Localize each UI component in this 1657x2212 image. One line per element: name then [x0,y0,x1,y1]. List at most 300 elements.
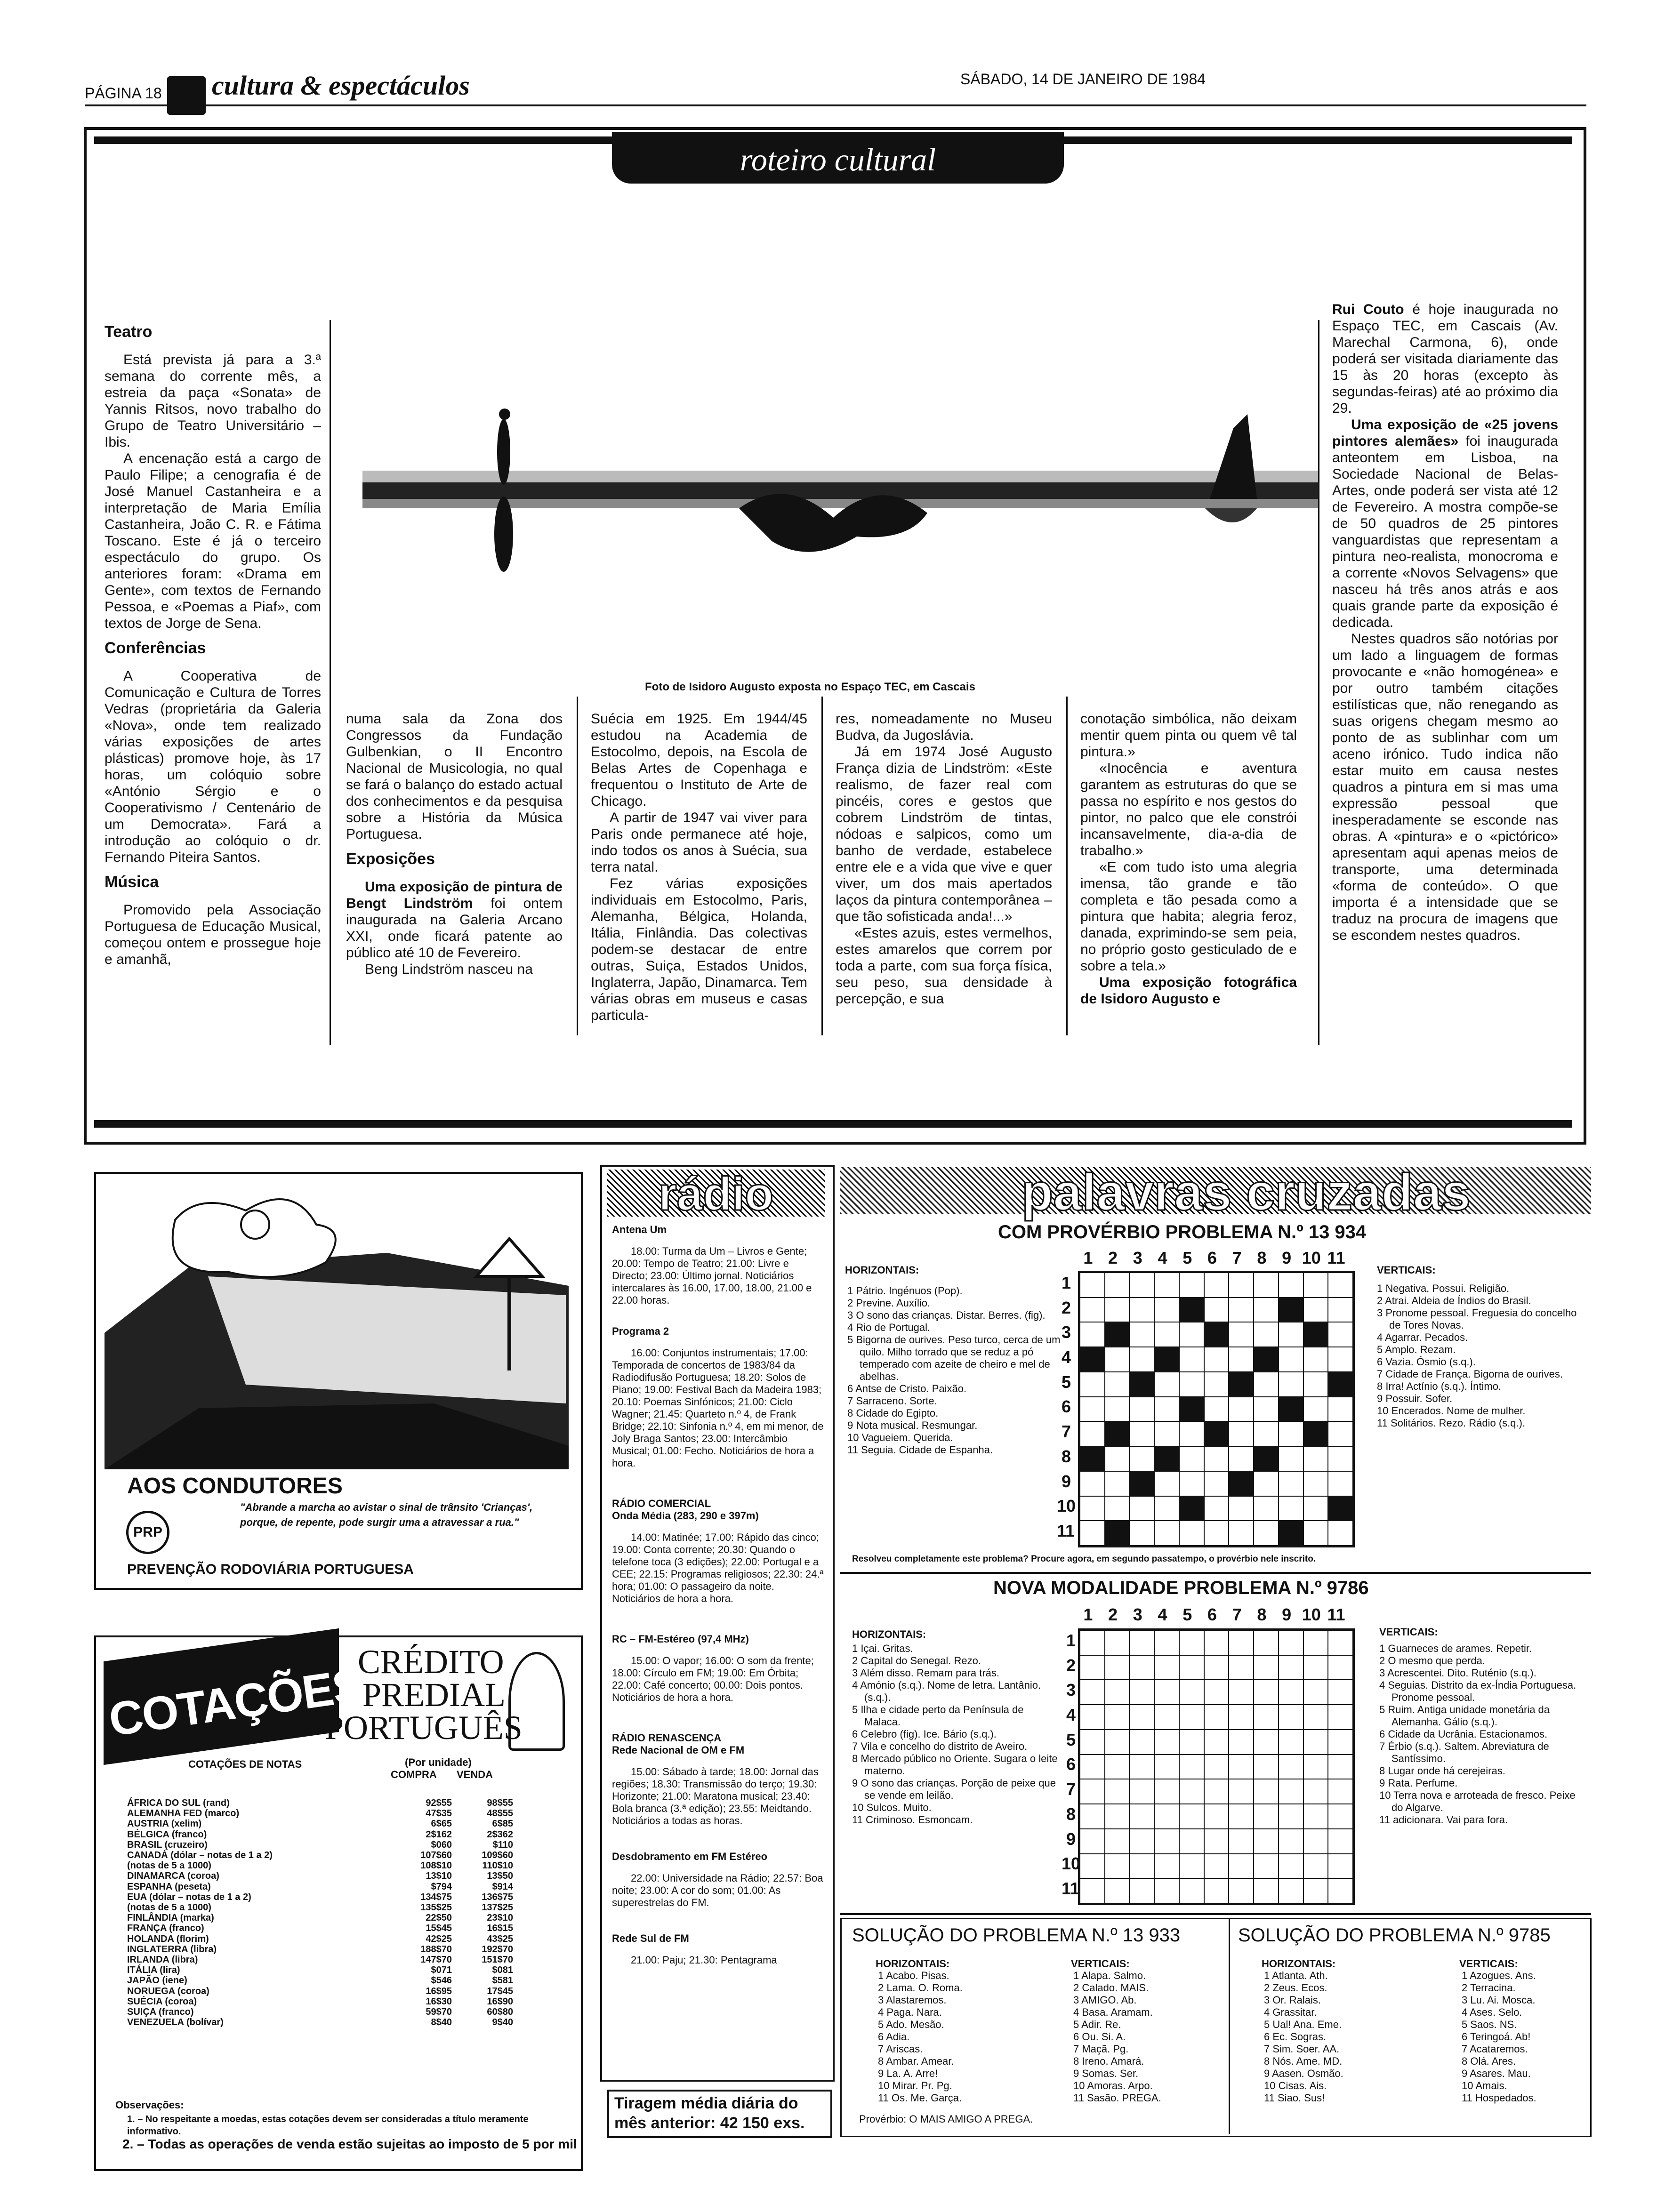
grid-cell[interactable] [1328,1878,1353,1903]
grid-cell[interactable] [1328,1854,1353,1879]
column-number: 5 [1182,1605,1192,1624]
grid-cell[interactable] [1080,1397,1105,1422]
grid-cell[interactable] [1129,1347,1154,1372]
clue-item: 11 adicionara. Vai para fora. [1379,1814,1508,1826]
grid-cell[interactable] [1303,1521,1328,1546]
grid-cell[interactable] [1129,1446,1154,1471]
clue-item: 7 Ariscas. [878,2043,923,2055]
grid-cell[interactable] [1154,1322,1179,1347]
grid-cell[interactable] [1328,1347,1353,1372]
grid-cell[interactable] [1129,1521,1154,1546]
grid-cell[interactable] [1279,1630,1303,1655]
grid-cell[interactable] [1080,1755,1105,1779]
grid-cell[interactable] [1154,1496,1179,1521]
grid-cell[interactable] [1105,1829,1130,1854]
grid-cell[interactable] [1179,1372,1204,1397]
grid-cell[interactable] [1105,1730,1130,1755]
grid-cell[interactable] [1154,1298,1179,1322]
grid-cell[interactable] [1254,1705,1279,1730]
column-number: 6 [1207,1605,1217,1624]
grid-cell[interactable] [1179,1655,1204,1680]
grid-cell[interactable] [1254,1730,1279,1755]
grid-cell[interactable] [1154,1397,1179,1422]
grid-cell[interactable] [1303,1471,1328,1496]
problem-2-grid[interactable] [1078,1628,1355,1905]
grid-cell[interactable] [1279,1496,1303,1521]
grid-cell[interactable] [1328,1779,1353,1804]
rate-row [127,1882,513,1892]
solution-1-title: SOLUÇÃO DO PROBLEMA N.º 13 933 [852,1925,1181,1946]
grid-cell[interactable] [1129,1705,1154,1730]
grid-cell[interactable] [1303,1273,1328,1298]
grid-cell[interactable] [1204,1854,1229,1879]
tiragem-line-2: mês anterior: 42 150 exs. [614,2114,805,2132]
grid-cell [1328,1372,1353,1397]
grid-cell[interactable] [1229,1397,1254,1422]
grid-cell[interactable] [1179,1804,1204,1829]
grid-cell[interactable] [1229,1273,1254,1298]
problem-2-vertical-label: VERTICAIS: [1379,1626,1438,1638]
grid-cell[interactable] [1328,1397,1353,1422]
grid-cell[interactable] [1279,1655,1303,1680]
radio-listings: Antena Um 18.00: Turma da Um – Livros e Gente; 20.00: Tempo de Teatro; 21.00: Livre e Directo; 23.00: Último jornal. Noticiários intercalares às 16.00, 17.00, 18.00, 21.00 e 22.00 horas. Programa 2 16.00: Conjuntos instrumentais; 17.00: Temporada de concertos de 1983/84 da Radiodifusão Portuguesa; 18.20: Solos de Piano; 19.00: Festival Bach da Madeira 1983; 20.10: Poemas Sinfónicos; 21.00: Ciclo Wagner; 21.45: Quarteto n.º 4, de Frank Bridge; 22.10: Sinfonia n.º 4, em mi menor, de Joly Braga Santos; 23.00: Intercâmbio Musical; 01.00: Fecho. Noticiários de hora a hora. RÁDIO COMERCIAL Onda Média (283, 290 e 397m) 14.00: Matinée; 17.00: Rápido das cinco; 19.00: Conta corrente; 20.30: Quando o telefone toca (3 edições); 22.00: Portugal e a CEE; 22.15: Programas religiosos; 22.30: 24.ª hora; 01.00: O passageiro da noite. Noticiários de hora a hora. RC – FM-Estéreo (97,4 MHz) 15.00: O vapor; 16.00: O som da frente; 18.00: Círculo em FM; 19.00: Em Órbita; 22.00: Café concerto; 00.00: Dois pontos. Noticiários de hora a hora. RÁDIO RENASCENÇA Rede Nacional de OM e FM 15.00: Sábado à tarde; 18.00: Jornal das regiões; 18.30: Transmissão do terço; 19.30: Horizonte; 21.00: Maratona musical; 23.40: Bola branca (3.ª edição); 23.55: Meidtando. Noticiários a todas as horas. Desdobramento em FM Estéreo 22.00: Universidade na Rádio; 22.57: Boa noite; 23.00: A cor do som; 01.00: As superestrelas do FM. Rede Sul de FM 21.00: Paju; 21.30: Pentagrama [612,1224,824,1966]
clue-item: 1 Guarneces de arames. Repetir. [1379,1643,1532,1654]
grid-cell[interactable] [1303,1680,1328,1705]
rate-row [127,1913,513,1923]
rate-venda: $914 [492,1881,513,1892]
grid-cell[interactable] [1154,1372,1179,1397]
grid-cell[interactable] [1179,1446,1204,1471]
grid-cell[interactable] [1179,1680,1204,1705]
grid-cell[interactable] [1254,1471,1279,1496]
grid-cell[interactable] [1204,1878,1229,1903]
grid-cell[interactable] [1154,1804,1179,1829]
rate-currency: BÉLGICA (franco) [127,1829,207,1840]
grid-cell[interactable] [1328,1730,1353,1755]
grid-cell[interactable] [1328,1446,1353,1471]
grid-cell[interactable] [1080,1779,1105,1804]
grid-cell[interactable] [1204,1521,1229,1546]
grid-cell[interactable] [1154,1829,1179,1854]
grid-cell[interactable] [1179,1755,1204,1779]
grid-cell[interactable] [1105,1680,1130,1705]
clue-item: 1 Alapa. Salmo. [1073,1970,1146,1981]
grid-cell[interactable] [1254,1273,1279,1298]
grid-cell[interactable] [1279,1829,1303,1854]
rate-venda: $110 [492,1839,513,1850]
rate-venda: 137$25 [482,1902,513,1913]
grid-cell[interactable] [1303,1705,1328,1730]
rate-currency: CANADÁ (dólar – notas de 1 a 2) [127,1850,273,1861]
grid-cell[interactable] [1129,1680,1154,1705]
grid-cell[interactable] [1279,1372,1303,1397]
grid-cell[interactable] [1154,1755,1179,1779]
grid-cell[interactable] [1129,1854,1154,1879]
problem-1-grid[interactable] [1078,1271,1355,1547]
column-number: 2 [1108,1248,1118,1267]
grid-cell[interactable] [1303,1779,1328,1804]
grid-cell[interactable] [1229,1347,1254,1372]
grid-cell[interactable] [1254,1322,1279,1347]
article-paragraph: A encenação está a cargo de Paulo Filipe; a cenografia é de José Manuel Castanheira e a interpretação de Maria Emília Castanheira, João C. R. e Fátima Toscano. Este é já o terceiro espectáculo do grupo. Os anteriores foram: «Drama em Gente», com textos de Fernando Pessoa, e «Poemas a Piaf», com textos de Jorge de Sena. [105,451,321,631]
clue-item: 7 Cidade de França. Bigorna de ourives. [1377,1368,1563,1380]
grid-cell[interactable] [1279,1446,1303,1471]
grid-cell[interactable] [1204,1372,1229,1397]
grid-cell[interactable] [1154,1854,1179,1879]
grid-cell[interactable] [1204,1630,1229,1655]
rate-compra: 108$10 [420,1860,452,1871]
grid-cell[interactable] [1105,1630,1130,1655]
column-4 [836,711,1052,1007]
rate-currency: INGLATERRA (libra) [127,1944,217,1955]
rate-compra: 92$55 [426,1798,452,1808]
grid-cell[interactable] [1254,1878,1279,1903]
grid-cell[interactable] [1154,1273,1179,1298]
grid-cell[interactable] [1229,1730,1254,1755]
grid-cell[interactable] [1229,1446,1254,1471]
column-number: 1 [1083,1605,1093,1624]
grid-cell[interactable] [1179,1322,1204,1347]
grid-cell[interactable] [1154,1878,1179,1903]
grid-cell[interactable] [1154,1779,1179,1804]
grid-cell[interactable] [1229,1804,1254,1829]
grid-cell[interactable] [1179,1471,1204,1496]
grid-cell[interactable] [1204,1496,1229,1521]
clue-item: 9 La. A. Arre! [878,2068,938,2079]
grid-cell[interactable] [1080,1630,1105,1655]
grid-cell[interactable] [1080,1421,1105,1446]
grid-cell[interactable] [1328,1829,1353,1854]
grid-cell[interactable] [1328,1630,1353,1655]
grid-cell[interactable] [1254,1372,1279,1397]
column-number: 11 [1327,1248,1345,1267]
grid-cell[interactable] [1105,1471,1130,1496]
grid-cell [1303,1421,1328,1446]
clue-item: 10 Mirar. Pr. Pg. [878,2080,952,2092]
rate-venda: 192$70 [482,1944,513,1955]
row-number: 2 [1061,1298,1071,1317]
row-number: 2 [1066,1655,1076,1675]
article-paragraph: Rui Couto é hoje inaugurada no Espaço TEC, em Cascais (Av. Marechal Carmona, 6), onde poderá ser visitada diariamente das 15 às 20 horas (excepto às segundas-feiras) até ao próximo dia 29. [1332,302,1559,416]
article-paragraph: «E com tudo isto uma alegria imensa, tão grande e tão completa e tão pesada como a pintura que habita; alegria feroz, danada, exprimindo-se sem peia, no próprio gosto gesticulado de e sobre a tela.» [1080,859,1297,974]
grid-cell[interactable] [1105,1273,1130,1298]
grid-cell[interactable] [1254,1298,1279,1322]
grid-cell [1129,1471,1154,1496]
grid-cell[interactable] [1129,1298,1154,1322]
grid-cell[interactable] [1204,1471,1229,1496]
grid-cell[interactable] [1080,1655,1105,1680]
grid-cell[interactable] [1279,1680,1303,1705]
grid-cell[interactable] [1179,1854,1204,1879]
grid-cell[interactable] [1080,1521,1105,1546]
grid-cell[interactable] [1129,1273,1154,1298]
grid-cell[interactable] [1080,1730,1105,1755]
grid-cell[interactable] [1080,1471,1105,1496]
grid-cell[interactable] [1279,1322,1303,1347]
grid-cell[interactable] [1254,1630,1279,1655]
clue-item: 3 Alastaremos. [878,1994,947,2006]
grid-cell[interactable] [1105,1372,1130,1397]
grid-cell[interactable] [1179,1878,1204,1903]
grid-cell[interactable] [1105,1446,1130,1471]
grid-cell[interactable] [1080,1322,1105,1347]
grid-cell[interactable] [1129,1655,1154,1680]
grid-cell[interactable] [1080,1878,1105,1903]
grid-cell[interactable] [1229,1680,1254,1705]
grid-cell[interactable] [1179,1829,1204,1854]
rate-currency: SUÉCIA (coroa) [127,1996,197,2007]
grid-cell[interactable] [1204,1655,1229,1680]
grid-cell[interactable] [1254,1496,1279,1521]
grid-cell[interactable] [1229,1829,1254,1854]
ad-illustration [105,1182,569,1469]
grid-cell[interactable] [1303,1347,1328,1372]
grid-cell[interactable] [1129,1804,1154,1829]
article-paragraph: A partir de 1947 vai viver para Paris onde permanece até hoje, indo todos os anos à Suécia, sua terra natal. [591,810,807,875]
row-number: 10 [1062,1854,1081,1874]
grid-cell[interactable] [1129,1829,1154,1854]
grid-cell[interactable] [1179,1347,1204,1372]
rate-compra: $794 [431,1881,452,1892]
grid-cell[interactable] [1279,1471,1303,1496]
grid-cell[interactable] [1204,1829,1229,1854]
grid-cell[interactable] [1204,1779,1229,1804]
grid-cell[interactable] [1154,1630,1179,1655]
clue-item: 1 Acabo. Pisas. [878,1970,949,1981]
grid-cell[interactable] [1229,1521,1254,1546]
grid-cell[interactable] [1328,1521,1353,1546]
rate-compra: 6$65 [431,1819,452,1829]
grid-cell[interactable] [1303,1829,1328,1854]
clue-item: 2 Previne. Auxílio. [847,1297,931,1309]
grid-cell[interactable] [1229,1655,1254,1680]
grid-cell[interactable] [1254,1755,1279,1779]
grid-cell[interactable] [1254,1680,1279,1705]
grid-cell[interactable] [1279,1273,1303,1298]
clue-item: 5 Ruim. Antiga unidade monetária da Alemanha. Gálio (s.q.). [1379,1704,1550,1728]
grid-cell[interactable] [1303,1755,1328,1779]
rate-row [127,1955,513,1965]
problem-2-title: NOVA MODALIDADE PROBLEMA N.º 9786 [993,1578,1369,1598]
grid-cell[interactable] [1154,1705,1179,1730]
grid-cell[interactable] [1279,1421,1303,1446]
article-paragraph: Fez várias exposições individuais em Estocolmo, Paris, Alemanha, Bélgica, Holanda, Itália, Finlândia. Das colectivas podem-se destacar de entre outras, Suiça, Estados Unidos, Inglaterra, Japão, Dinamarca. Tem várias obras em museus e casas particula- [591,876,807,1023]
grid-cell[interactable] [1105,1397,1130,1422]
grid-cell[interactable] [1328,1471,1353,1496]
rate-row [127,1986,513,1996]
grid-cell[interactable] [1129,1755,1154,1779]
grid-cell[interactable] [1229,1779,1254,1804]
rate-compra: $071 [431,1965,452,1976]
grid-cell[interactable] [1204,1755,1229,1779]
grid-cell[interactable] [1229,1705,1254,1730]
grid-cell[interactable] [1105,1655,1130,1680]
grid-cell[interactable] [1179,1630,1204,1655]
grid-cell[interactable] [1204,1730,1229,1755]
grid-cell [1080,1446,1105,1471]
grid-cell[interactable] [1303,1630,1328,1655]
grid-cell[interactable] [1129,1496,1154,1521]
grid-cell[interactable] [1105,1298,1130,1322]
grid-cell[interactable] [1303,1854,1328,1879]
grid-cell[interactable] [1229,1496,1254,1521]
grid-cell[interactable] [1179,1421,1204,1446]
grid-cell[interactable] [1204,1705,1229,1730]
grid-cell[interactable] [1179,1521,1204,1546]
rate-row [127,2017,513,2028]
grid-cell[interactable] [1254,1854,1279,1879]
clue-item: 4 Agarrar. Pecados. [1377,1331,1468,1343]
grid-cell[interactable] [1229,1298,1254,1322]
grid-cell[interactable] [1105,1854,1130,1879]
grid-cell[interactable] [1229,1421,1254,1446]
grid-cell[interactable] [1328,1680,1353,1705]
grid-cell[interactable] [1154,1471,1179,1496]
ad-slogan-line-1: "Abrande a marcha ao avistar o sinal de trânsito 'Crianças', [240,1501,533,1513]
grid-cell[interactable] [1279,1705,1303,1730]
grid-cell[interactable] [1154,1680,1179,1705]
grid-cell[interactable] [1303,1446,1328,1471]
grid-cell[interactable] [1254,1521,1279,1546]
grid-cell[interactable] [1328,1273,1353,1298]
grid-cell[interactable] [1303,1372,1328,1397]
grid-cell[interactable] [1154,1730,1179,1755]
grid-cell [1179,1298,1204,1322]
grid-cell[interactable] [1229,1878,1254,1903]
grid-cell[interactable] [1254,1655,1279,1680]
grid-cell[interactable] [1204,1680,1229,1705]
problem-1-title: COM PROVÉRBIO PROBLEMA N.º 13 934 [998,1222,1367,1242]
grid-cell[interactable] [1254,1779,1279,1804]
grid-cell[interactable] [1179,1730,1204,1755]
clue-item: 4 Paga. Nara. [878,2006,942,2018]
clue-item: 8 Ambar. Amear. [878,2055,954,2067]
grid-cell[interactable] [1204,1273,1229,1298]
clue-item: 8 Olá. Ares. [1462,2055,1516,2067]
article-paragraph: Promovido pela Associação Portuguesa de Educação Musical, começou ontem e prossegue hoje e amanhã, [105,902,321,967]
grid-cell[interactable] [1129,1397,1154,1422]
grid-cell[interactable] [1105,1705,1130,1730]
grid-cell[interactable] [1254,1829,1279,1854]
grid-cell[interactable] [1279,1755,1303,1779]
grid-cell[interactable] [1279,1347,1303,1372]
grid-cell[interactable] [1154,1655,1179,1680]
grid-cell[interactable] [1229,1322,1254,1347]
rate-venda: 151$70 [482,1955,513,1965]
grid-cell[interactable] [1204,1347,1229,1372]
grid-cell[interactable] [1129,1730,1154,1755]
grid-cell[interactable] [1129,1322,1154,1347]
column-5 [1080,711,1297,1007]
rate-venda: 109$60 [482,1850,513,1861]
grid-cell[interactable] [1254,1804,1279,1829]
grid-cell[interactable] [1303,1655,1328,1680]
clue-item: 2 Calado. MAIS. [1073,1982,1149,1994]
grid-cell[interactable] [1105,1496,1130,1521]
grid-cell[interactable] [1105,1755,1130,1779]
grid-cell[interactable] [1303,1878,1328,1903]
grid-cell[interactable] [1105,1347,1130,1372]
grid-cell[interactable] [1080,1298,1105,1322]
cotacoes-obs-1: 1. – No respeitante a moedas, estas cotações devem ser consideradas a título meramente informativo. [127,2114,529,2137]
grid-cell [1254,1446,1279,1471]
grid-cell[interactable] [1179,1779,1204,1804]
grid-cell[interactable] [1328,1298,1353,1322]
grid-cell[interactable] [1105,1804,1130,1829]
grid-cell[interactable] [1080,1804,1105,1829]
grid-cell[interactable] [1080,1680,1105,1705]
grid-cell[interactable] [1229,1630,1254,1655]
grid-cell[interactable] [1179,1273,1204,1298]
grid-cell[interactable] [1279,1779,1303,1804]
grid-cell[interactable] [1105,1779,1130,1804]
grid-cell[interactable] [1080,1854,1105,1879]
grid-cell[interactable] [1204,1397,1229,1422]
grid-cell[interactable] [1229,1854,1254,1879]
rate-row [127,1860,513,1871]
grid-cell[interactable] [1129,1779,1154,1804]
grid-cell[interactable] [1129,1421,1154,1446]
grid-cell[interactable] [1328,1322,1353,1347]
grid-cell[interactable] [1303,1804,1328,1829]
grid-cell[interactable] [1328,1655,1353,1680]
grid-cell[interactable] [1154,1421,1179,1446]
grid-cell[interactable] [1328,1421,1353,1446]
grid-cell[interactable] [1254,1421,1279,1446]
grid-cell[interactable] [1080,1372,1105,1397]
grid-cell[interactable] [1204,1804,1229,1829]
rate-currency: (notas de 5 a 1000) [127,1860,211,1871]
problem-1-footer: Resolveu completamente este problema? Procure agora, em segundo passatempo, o provérbio nele inscrito. [852,1554,1316,1564]
grid-cell[interactable] [1303,1397,1328,1422]
solution-2-title: SOLUÇÃO DO PROBLEMA N.º 9785 [1238,1925,1551,1946]
grid-cell[interactable] [1303,1730,1328,1755]
row-number: 7 [1066,1779,1076,1799]
rate-currency: HOLANDA (florim) [127,1933,209,1944]
grid-cell[interactable] [1254,1397,1279,1422]
grid-cell[interactable] [1204,1446,1229,1471]
clue-item: 7 Sarraceno. Sorte. [847,1395,937,1407]
cotacoes-obs-2: 2. – Todas as operações de venda estão sujeitas ao imposto de 5 por mil [122,2137,577,2151]
grid-cell[interactable] [1303,1298,1328,1322]
grid-cell[interactable] [1105,1878,1130,1903]
grid-cell[interactable] [1279,1804,1303,1829]
clue-item: 10 Amoras. Arpo. [1073,2080,1153,2092]
grid-cell[interactable] [1204,1298,1229,1322]
grid-cell[interactable] [1279,1854,1303,1879]
grid-cell[interactable] [1080,1273,1105,1298]
grid-cell[interactable] [1328,1705,1353,1730]
grid-cell[interactable] [1154,1521,1179,1546]
rate-compra: 15$45 [426,1923,452,1934]
grid-cell[interactable] [1129,1630,1154,1655]
column-2 [346,711,563,978]
grid-cell[interactable] [1279,1730,1303,1755]
grid-cell[interactable] [1303,1496,1328,1521]
grid-cell[interactable] [1080,1496,1105,1521]
grid-cell[interactable] [1179,1705,1204,1730]
clue-item: 6 Celebro (fig). Ice. Bário (s.q.). [852,1728,997,1740]
grid-cell[interactable] [1080,1705,1105,1730]
grid-cell[interactable] [1229,1755,1254,1779]
grid-cell[interactable] [1129,1878,1154,1903]
grid-cell[interactable] [1328,1755,1353,1779]
grid-cell[interactable] [1279,1878,1303,1903]
grid-cell [1279,1521,1303,1546]
bank-line-2: PREDIAL [362,1676,506,1714]
grid-cell[interactable] [1080,1829,1105,1854]
grid-cell[interactable] [1328,1804,1353,1829]
